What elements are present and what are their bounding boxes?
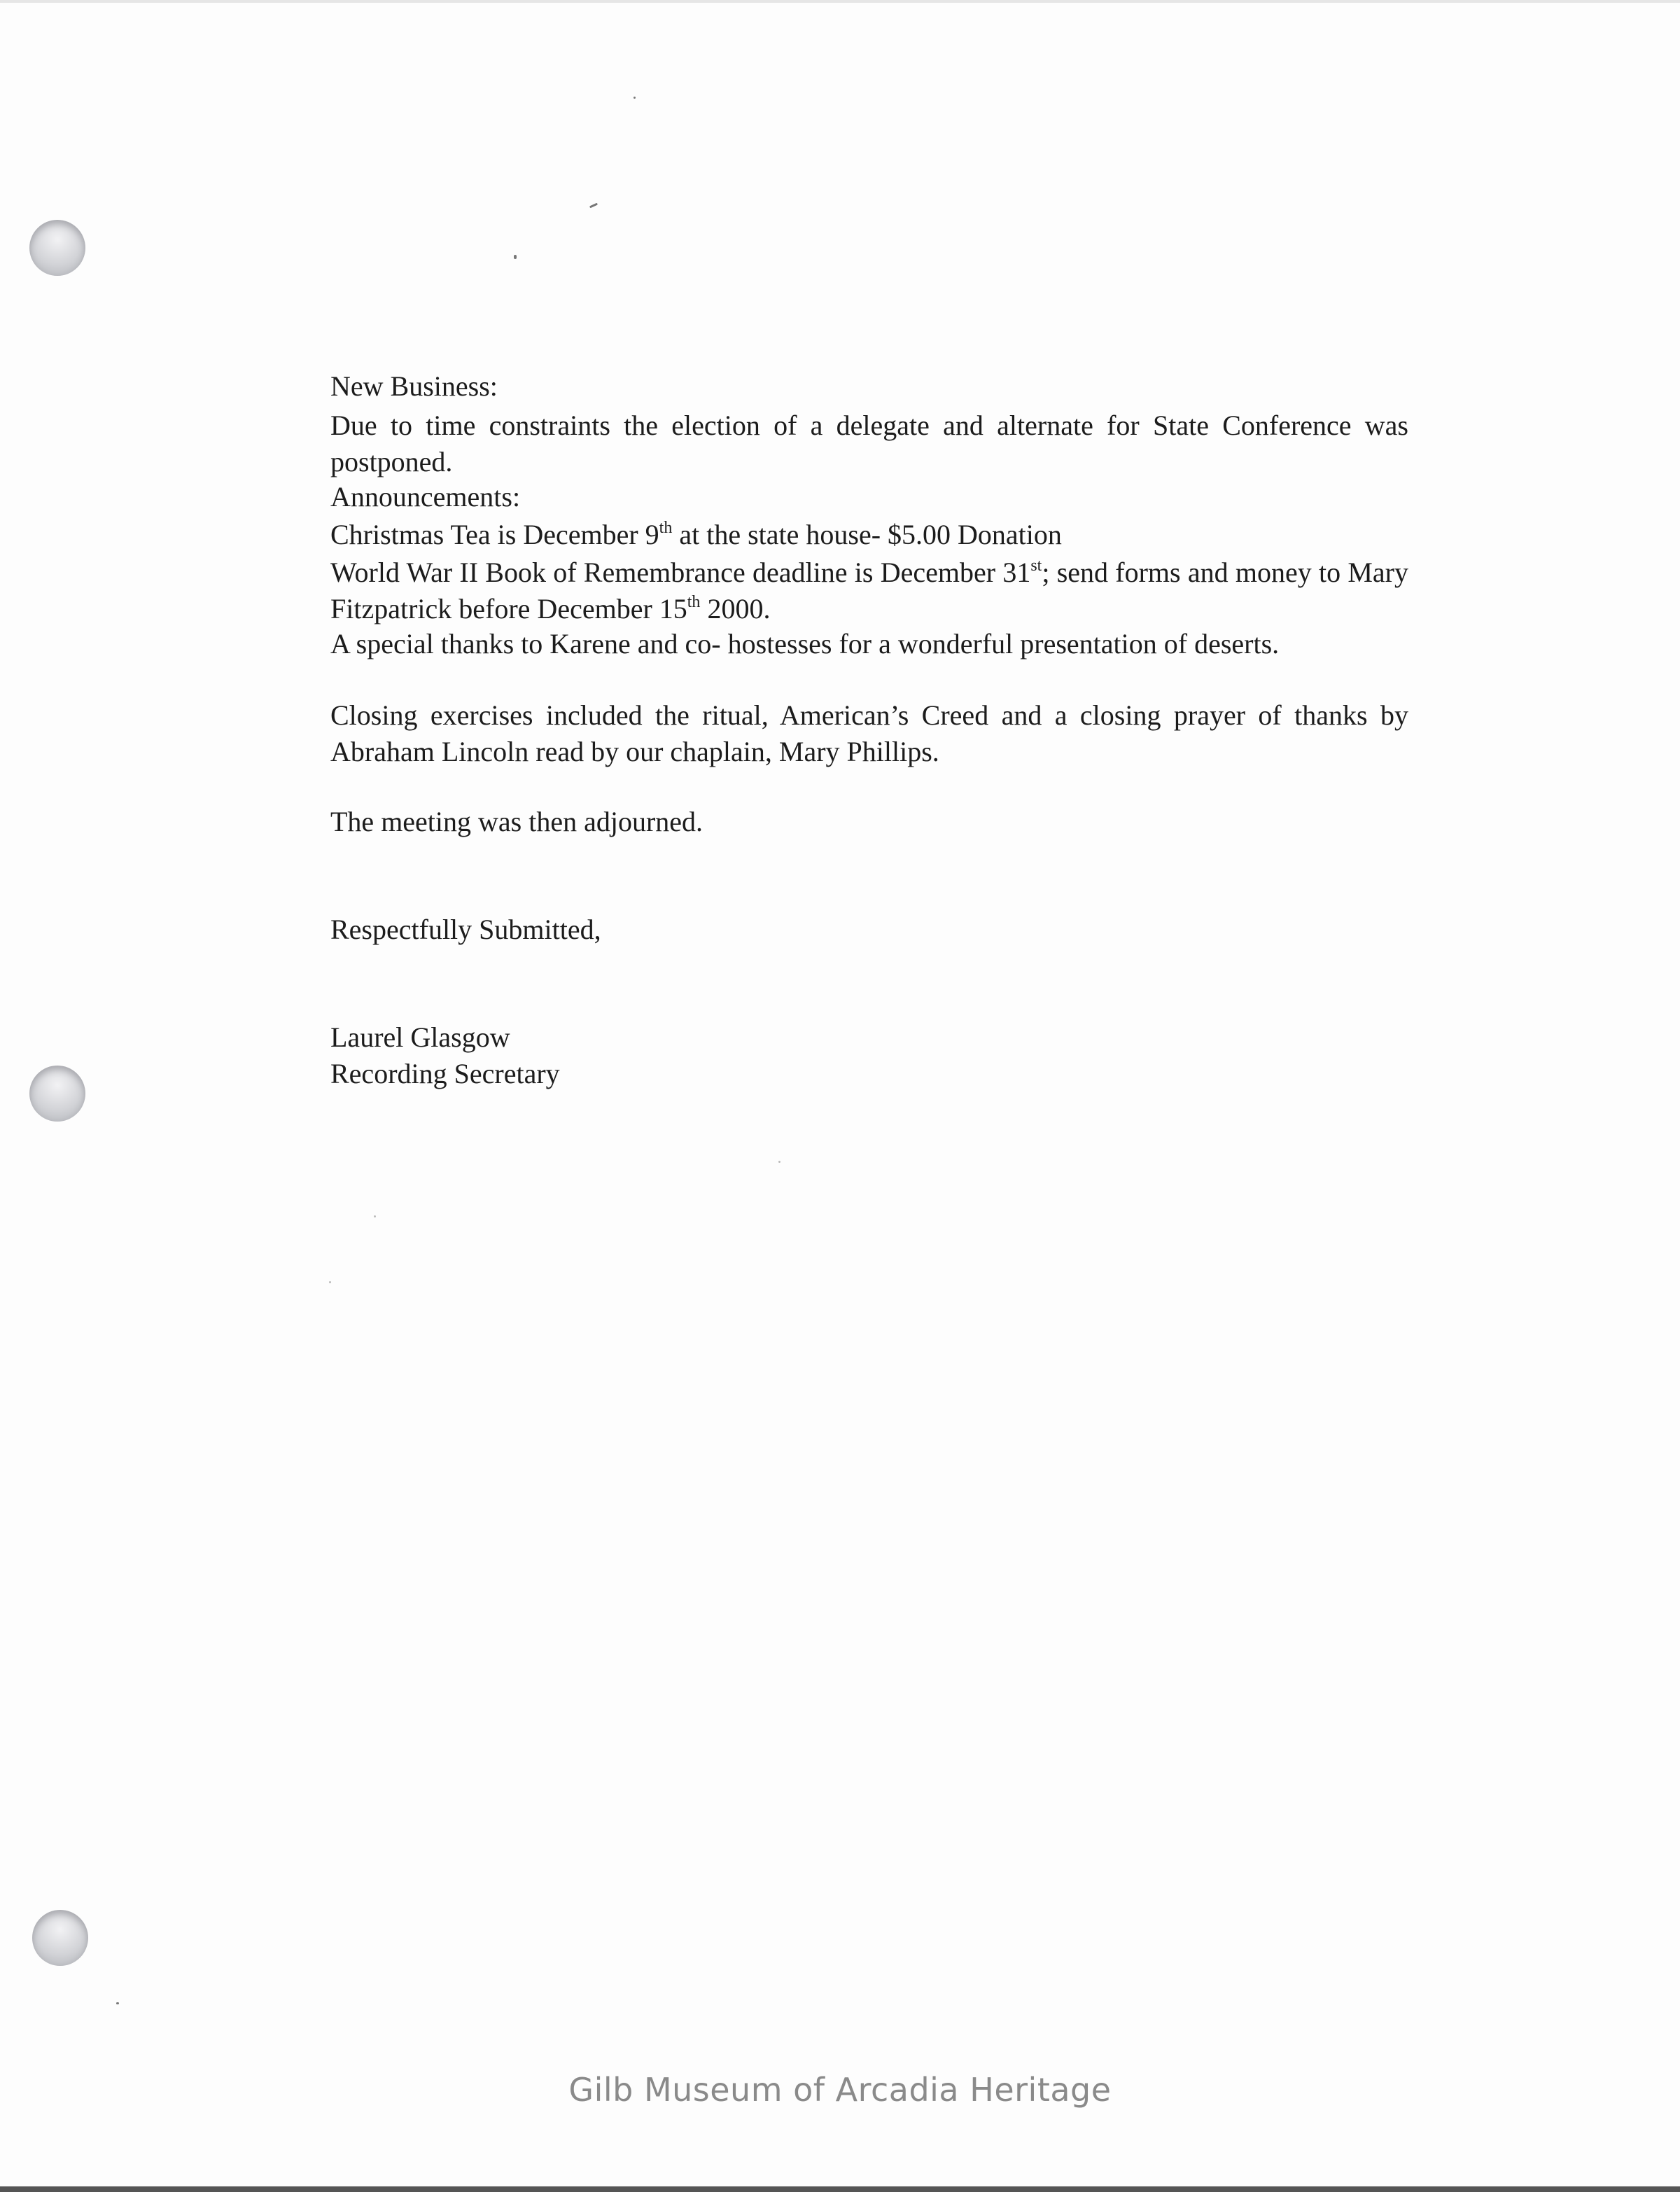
new-business-paragraph: Due to time constraints the election of a delegate and alternate for State Conference was postponed. <box>330 410 1408 477</box>
scan-speck <box>374 1215 376 1217</box>
announcement-text: ; send forms and money to Mary Fitzpatrick before December 15 <box>330 557 1408 624</box>
announcement-book-of-remembrance <box>330 554 1408 627</box>
ordinal-suffix: th <box>659 519 673 537</box>
scan-speck <box>116 2002 119 2004</box>
signer-title: Recording Secretary <box>330 1058 560 1089</box>
ordinal-suffix: st <box>1030 557 1042 575</box>
announcement-christmas-tea <box>330 517 1408 553</box>
announcement-text: at the state house- $5.00 Donation <box>672 519 1062 550</box>
announcements-heading: Announcements: <box>330 481 521 512</box>
announcement-text: 2000. <box>700 593 771 624</box>
signer-name: Laurel Glasgow <box>330 1021 510 1053</box>
punch-hole-bottom <box>32 1910 88 1966</box>
ordinal-suffix: th <box>687 593 701 611</box>
announcement-text: Christmas Tea is December 9 <box>330 519 659 550</box>
announcement-text: World War II Book of Remembrance deadline is December 31 <box>330 557 1031 588</box>
closing-paragraph: Closing exercises included the ritual, American’s Creed and a closing prayer of thanks by Abraham Lincoln read by our chaplain, Mary Phillips. <box>330 699 1408 767</box>
thanks-paragraph: A special thanks to Karene and co- hostesses for a wonderful presentation of deserts. <box>330 628 1280 659</box>
museum-watermark: Gilb Museum of Arcadia Heritage <box>568 2071 1112 2109</box>
adjourned-paragraph: The meeting was then adjourned. <box>330 806 704 837</box>
new-business-heading: New Business: <box>330 370 498 402</box>
page-top-edge <box>0 0 1680 3</box>
signoff: Respectfully Submitted, <box>330 914 601 945</box>
scan-speck <box>514 255 517 259</box>
punch-hole-middle <box>29 1066 85 1122</box>
page-bottom-edge <box>0 2186 1680 2192</box>
scan-speck <box>634 97 636 99</box>
punch-hole-top <box>29 220 85 276</box>
scan-speck <box>329 1281 331 1283</box>
scan-speck <box>589 203 598 209</box>
scan-speck <box>778 1161 780 1163</box>
